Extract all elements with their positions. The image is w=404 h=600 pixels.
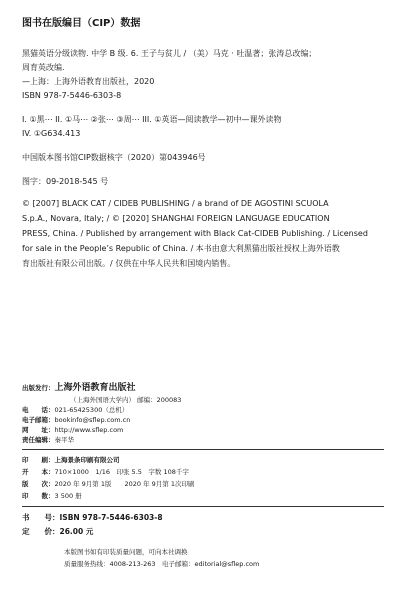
quality-hotline: 质量服务热线：4008-213-263 电子邮箱：editorial@sflep.com: [64, 560, 260, 568]
publisher-name: 上海外语教育出版社: [54, 383, 136, 393]
edition-label: 版 次：: [22, 480, 55, 488]
price-label: 定 价：: [22, 527, 60, 536]
printer-label: 印 刷：: [22, 456, 55, 464]
copyright-line-5: 育出版社有限公司出版。/ 仅供在中华人民共和国境内销售。: [22, 259, 236, 268]
publisher-row: [22, 384, 136, 393]
cip-line-1: 黑猫英语分级读物. 中学 B 级. 6. 王子与贫儿 / （美）马克 · 吐温著；张涛总改编；: [22, 49, 317, 58]
website-row: [22, 426, 123, 435]
phone-row: [22, 406, 128, 415]
email-row: [22, 416, 130, 425]
email-label: 电子邮箱：: [22, 416, 55, 424]
copies-label: 印 数：: [22, 492, 55, 500]
printer-row: [22, 456, 120, 465]
price-value: 26.00 元: [59, 527, 94, 536]
cip-classification-2: IV. ①G634.413: [22, 129, 81, 138]
editor-value: 秦平华: [54, 436, 74, 444]
format-label: 开 本：: [22, 468, 55, 476]
phone-value: 021-65425300（总机）: [54, 406, 129, 414]
book-isbn-label: 书 号：: [22, 513, 60, 522]
copyright-line-1: © [2007] BLACK CAT / CIDEB PUBLISHING / a brand of DE AGOSTINI SCUOLA: [22, 199, 329, 208]
format-value: 710×1000 1/16 印张 5.5 字数 108千字: [54, 468, 189, 476]
publisher-label: 出版发行：: [22, 384, 55, 392]
publisher-address: （上海外国语大学内） 邮编：200083: [70, 396, 182, 404]
format-row: [22, 468, 189, 477]
divider-2: [22, 506, 384, 507]
copyright-line-4: for sale in the People’s Republic of China. / 本书由意大利黑猫出版社授权上海外语教: [22, 244, 340, 253]
copies-row: [22, 492, 82, 501]
website-label: 网 址：: [22, 426, 55, 434]
editor-label: 责任编辑：: [22, 436, 55, 444]
copyright-line-2: S.p.A., Novara, Italy; / © [2020] SHANGHAI FOREIGN LANGUAGE EDUCATION: [22, 214, 330, 223]
cip-isbn: ISBN 978-7-5446-6303-8: [22, 91, 122, 100]
printer-value: 上海景条印刷有限公司: [54, 456, 120, 464]
email-value: bookinfo@sflep.com.cn: [54, 416, 131, 424]
copyright-line-3: PRESS, China. / Published by arrangement with Black Cat-CIDEB Publishing. / Licensed: [22, 229, 368, 238]
cip-classification-1: I. ①黑⋯ II. ①马⋯ ②张⋯ ③周⋯ III. ①英语—阅读教学—初中—课外读物: [22, 115, 282, 124]
edition-row: [22, 480, 195, 489]
book-isbn-row: [22, 512, 163, 523]
price-row: [22, 526, 93, 537]
divider-1: [22, 449, 384, 450]
quality-note: 本版图书如有印装质量问题，可向本社调换: [64, 548, 188, 556]
cip-line-3: —上海：上海外语教育出版社，2020: [22, 77, 155, 86]
cip-record-number: 中国版本图书馆CIP数据核字（2020）第043946号: [22, 153, 206, 162]
copies-value: 3 500 册: [54, 492, 82, 500]
registration-number: 图字：09-2018-545 号: [22, 177, 109, 186]
cip-title: 图书在版编目（CIP）数据: [22, 18, 141, 29]
editor-row: [22, 436, 74, 445]
book-isbn-value: ISBN 978-7-5446-6303-8: [59, 513, 163, 522]
phone-label: 电 话：: [22, 406, 55, 414]
website-value: http://www.sflep.com: [54, 426, 124, 434]
edition-value: 2020 年 9月第 1版 2020 年 9月第 1次印刷: [54, 480, 195, 488]
cip-line-2: 周育英改编.: [22, 63, 65, 72]
